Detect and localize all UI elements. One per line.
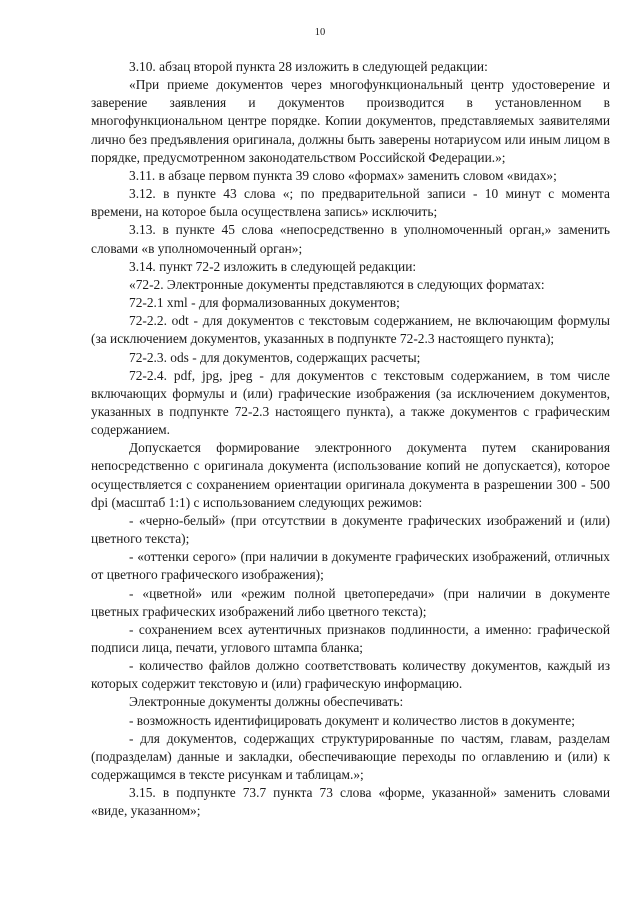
document-body [91,58,610,821]
paragraph-3-10-text: «При приеме документов через многофункциональный центр удостоверение и заверение заявления и документов производится в установленном в многофункциональном центре порядке. Копии документов, представляемых заявителями лично без предъявления оригинала, должны быть заверены нотариусом или иным лицом в порядке, предусмотренном законодательством Российской Федерации.»; [91,77,610,165]
list-item-grayscale: - «оттенки серого» (при наличии в документе графических изображений, отличных от цветного графического изображения); [91,549,610,583]
paragraph-72-2-1: 72-2.1 xml - для формализованных документов; [129,295,400,311]
list-item-authenticity: - сохранением всех аутентичных признаков подлинности, а именно: графической подписи лица, печати, углового штампа бланка; [91,621,610,655]
paragraph-3-13: 3.13. в пункте 45 слова «непосредственно в уполномоченный орган,» заменить словами «в уполномоченный орган»; [91,222,610,256]
list-item-black-white: - «черно-белый» (при отсутствии в документе графических изображений и (или) цветного текста); [91,512,610,547]
paragraph-72-2-2: 72-2.2. odt - для документов с текстовым содержанием, не включающим формулы (за исключением документов, указанных в подпункте 72-2.3 настоящего пункта); [91,313,610,347]
list-item-structured: - для документов, содержащих структурированные по частям, главам, разделам (подразделам) данные и закладки, обеспечивающие переходы по оглавлению и (или) к содержащимся в тексте рисункам и таблицам.»; [91,730,610,783]
paragraph-3-12: 3.12. в пункте 43 слова «; по предварительной записи - 10 минут с момента времени, на которое была осуществлена запись» исключить; [91,186,610,220]
paragraph-scanning: Допускается формирование электронного документа путем сканирования непосредственно с оригинала документа (использование копий не допускается), которое осуществляется с сохранением ориентации оригинала документа в разрешении 300 - 500 dpi (масштаб 1:1) с использованием следующих режимов: [91,440,610,510]
list-item-identify: - возможность идентифицировать документ и количество листов в документе; [129,712,575,728]
list-item-file-count: - количество файлов должно соответствовать количеству документов, каждый из которых содержит текстовую и (или) графическую информацию. [91,658,610,692]
paragraph-3-14: 3.14. пункт 72-2 изложить в следующей редакции: [129,258,417,274]
paragraph-72-2-3: 72-2.3. ods - для документов, содержащих расчеты; [129,349,421,365]
list-item-color: - «цветной» или «режим полной цветопередачи» (при наличии в документе цветных графических изображений либо цветного текста); [91,585,610,619]
paragraph-72-2-4: 72-2.4. pdf, jpg, jpeg - для документов с текстовым содержанием, в том числе включающих формулы и (или) графические изображения (за исключением документов, указанных в подпункте 72-2.3 настоящего пункта), а также документов с графическим содержанием. [91,367,610,438]
paragraph-requirements: Электронные документы должны обеспечивать: [129,694,404,710]
paragraph-72-2: «72-2. Электронные документы представляются в следующих форматах: [129,276,545,292]
paragraph-3-11: 3.11. в абзаце первом пункта 39 слово «формах» заменить словом «видах»; [129,167,557,183]
page-number: 10 [314,27,326,38]
paragraph-3-15: 3.15. в подпункте 73.7 пункта 73 слова «форме, указанной» заменить словами «виде, указанном»; [91,785,610,819]
paragraph-3-10: 3.10. абзац второй пункта 28 изложить в следующей редакции: [129,59,488,74]
